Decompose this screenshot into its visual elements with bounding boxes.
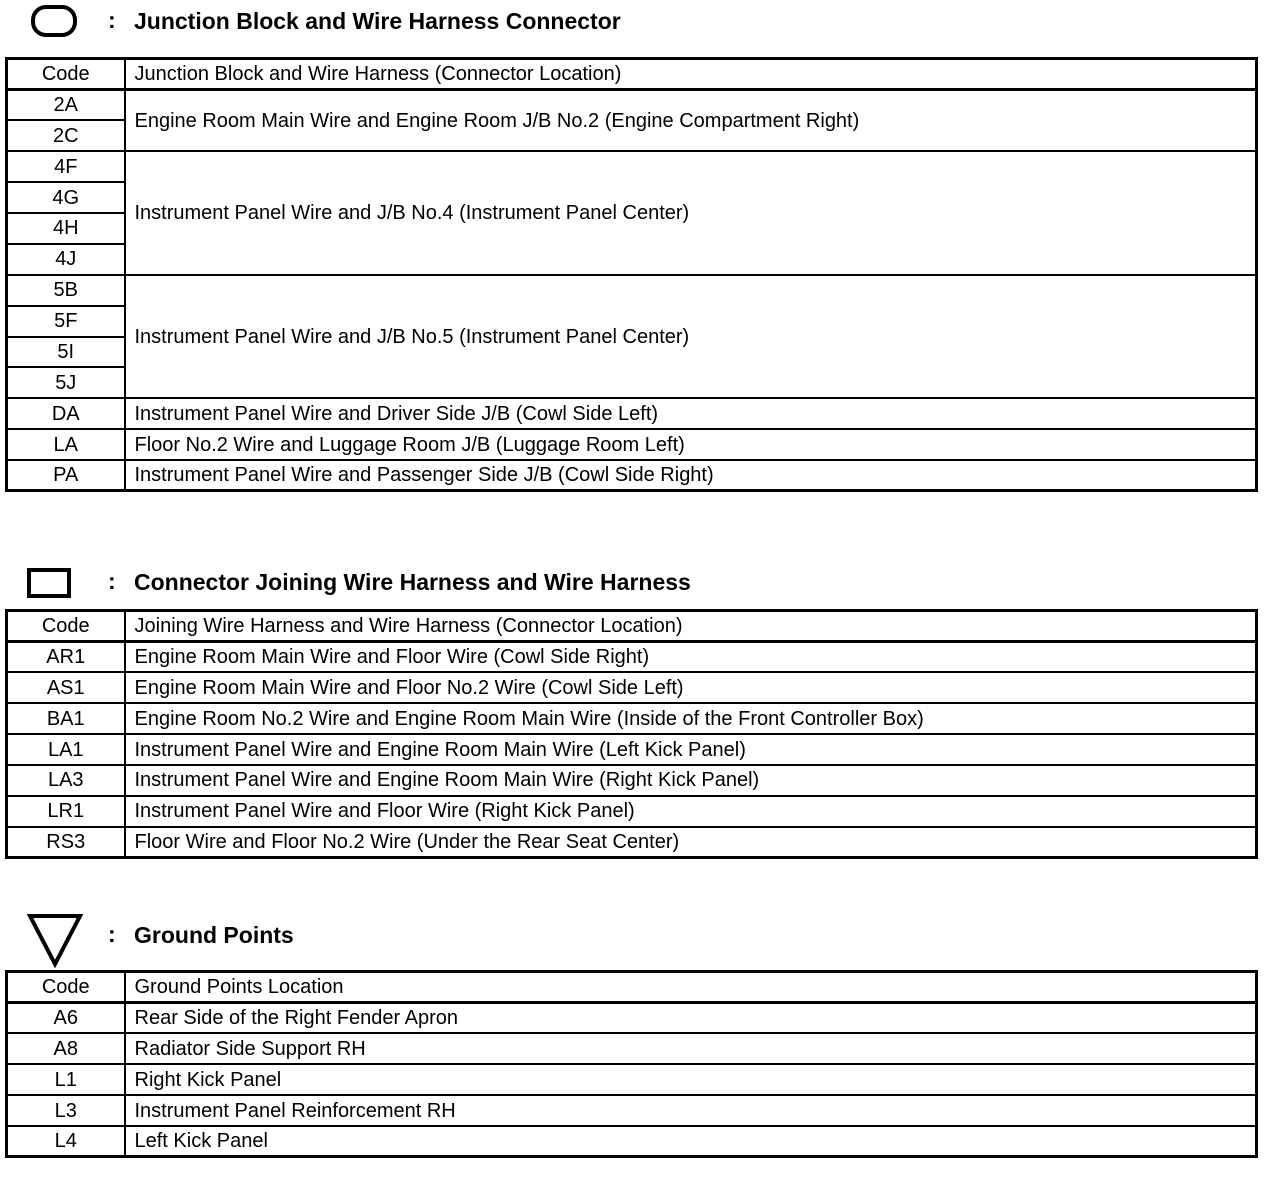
column-header-location: Junction Block and Wire Harness (Connector Location) xyxy=(125,59,1257,90)
table-row xyxy=(7,796,1257,827)
code-cell: L1 xyxy=(7,1064,125,1095)
column-header-code: Code xyxy=(7,611,125,642)
code-cell: LA xyxy=(7,429,125,460)
code-cell: 5J xyxy=(7,367,125,398)
location-cell: Instrument Panel Wire and Engine Room Main Wire (Right Kick Panel) xyxy=(125,765,1257,796)
code-cell: 4J xyxy=(7,244,125,275)
column-header-code: Code xyxy=(7,59,125,90)
table-row xyxy=(7,1064,1257,1095)
table-row xyxy=(7,734,1257,765)
table-row xyxy=(7,765,1257,796)
code-cell: A6 xyxy=(7,1002,125,1033)
code-cell: A8 xyxy=(7,1033,125,1064)
code-cell: 2A xyxy=(7,89,125,120)
code-cell: BA1 xyxy=(7,703,125,734)
column-header-location: Ground Points Location xyxy=(125,972,1257,1003)
location-cell: Engine Room Main Wire and Engine Room J/B No.2 (Engine Compartment Right) xyxy=(125,89,1257,151)
location-cell: Instrument Panel Wire and Passenger Side J/B (Cowl Side Right) xyxy=(125,460,1257,491)
code-cell: LR1 xyxy=(7,796,125,827)
section-title: Junction Block and Wire Harness Connector xyxy=(134,8,621,34)
location-cell: Instrument Panel Reinforcement RH xyxy=(125,1095,1257,1126)
square-icon xyxy=(26,565,74,601)
table-row xyxy=(7,703,1257,734)
location-cell: Floor Wire and Floor No.2 Wire (Under the Rear Seat Center) xyxy=(125,827,1257,858)
table-row xyxy=(7,460,1257,491)
table-row xyxy=(7,1002,1257,1033)
table-row xyxy=(7,89,1257,120)
section-colon: : xyxy=(108,7,116,33)
table-row xyxy=(7,672,1257,703)
table-row xyxy=(7,398,1257,429)
table-header-row xyxy=(7,972,1257,1003)
table-row xyxy=(7,1095,1257,1126)
table-row xyxy=(7,429,1257,460)
table-row xyxy=(7,275,1257,306)
code-cell: AR1 xyxy=(7,641,125,672)
code-cell: 4F xyxy=(7,151,125,182)
code-cell: PA xyxy=(7,460,125,491)
table-row xyxy=(7,1126,1257,1157)
ground-points-table xyxy=(5,970,1258,1158)
table-row xyxy=(7,151,1257,182)
location-cell: Floor No.2 Wire and Luggage Room J/B (Luggage Room Left) xyxy=(125,429,1257,460)
section-title: Connector Joining Wire Harness and Wire Harness xyxy=(134,569,691,595)
section-colon: : xyxy=(108,568,116,594)
location-cell: Instrument Panel Wire and Driver Side J/B (Cowl Side Left) xyxy=(125,398,1257,429)
location-cell: Instrument Panel Wire and Floor Wire (Right Kick Panel) xyxy=(125,796,1257,827)
location-cell: Instrument Panel Wire and J/B No.4 (Instrument Panel Center) xyxy=(125,151,1257,275)
section-colon: : xyxy=(108,921,116,947)
code-cell: 4H xyxy=(7,213,125,244)
code-cell: AS1 xyxy=(7,672,125,703)
code-cell: RS3 xyxy=(7,827,125,858)
location-cell: Right Kick Panel xyxy=(125,1064,1257,1095)
location-cell: Engine Room Main Wire and Floor Wire (Cowl Side Right) xyxy=(125,641,1257,672)
code-cell: 5F xyxy=(7,306,125,337)
junction-block-table xyxy=(5,57,1258,492)
table-row xyxy=(7,641,1257,672)
section-junction-block-header xyxy=(0,0,1280,44)
rounded-rectangle-icon xyxy=(30,4,78,40)
column-header-code: Code xyxy=(7,972,125,1003)
code-cell: DA xyxy=(7,398,125,429)
location-cell: Radiator Side Support RH xyxy=(125,1033,1257,1064)
table-header-row xyxy=(7,611,1257,642)
location-cell: Engine Room Main Wire and Floor No.2 Wire (Cowl Side Left) xyxy=(125,672,1257,703)
code-cell: 5B xyxy=(7,275,125,306)
code-cell: 4G xyxy=(7,182,125,213)
section-title: Ground Points xyxy=(134,922,294,948)
down-triangle-icon xyxy=(26,912,86,970)
location-cell: Rear Side of the Right Fender Apron xyxy=(125,1002,1257,1033)
location-cell: Left Kick Panel xyxy=(125,1126,1257,1157)
code-cell: L3 xyxy=(7,1095,125,1126)
code-cell: LA3 xyxy=(7,765,125,796)
column-header-location: Joining Wire Harness and Wire Harness (Connector Location) xyxy=(125,611,1257,642)
code-cell: 2C xyxy=(7,120,125,151)
table-row xyxy=(7,1033,1257,1064)
code-cell: L4 xyxy=(7,1126,125,1157)
location-cell: Engine Room No.2 Wire and Engine Room Main Wire (Inside of the Front Controller Box) xyxy=(125,703,1257,734)
table-row xyxy=(7,827,1257,858)
section-connector-header xyxy=(0,561,1280,605)
table-header-row xyxy=(7,59,1257,90)
location-cell: Instrument Panel Wire and J/B No.5 (Instrument Panel Center) xyxy=(125,275,1257,399)
connector-table xyxy=(5,609,1258,859)
code-cell: LA1 xyxy=(7,734,125,765)
section-ground-points-header xyxy=(0,910,1280,954)
code-cell: 5I xyxy=(7,337,125,368)
location-cell: Instrument Panel Wire and Engine Room Main Wire (Left Kick Panel) xyxy=(125,734,1257,765)
